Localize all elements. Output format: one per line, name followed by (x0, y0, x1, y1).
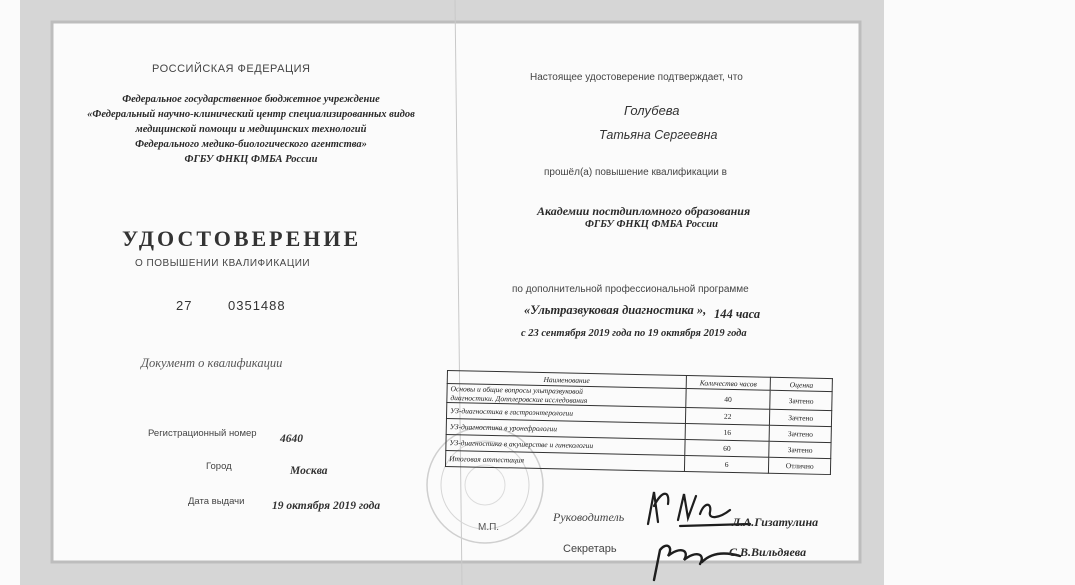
subject-hours: 16 (685, 423, 770, 441)
column-header-hours: Количество часов (686, 376, 771, 391)
holder-surname: Голубева (624, 103, 680, 118)
subject-grade: Зачтено (769, 441, 831, 458)
city-value: Москва (290, 465, 328, 477)
holder-name: Татьяна Сергеевна (599, 128, 718, 142)
column-header-grade: Оценка (771, 377, 833, 391)
org-line: «Федеральный научно-клинический центр специализированных видов (87, 109, 415, 120)
registration-number-value: 4640 (280, 433, 303, 445)
organization-name (62, 92, 440, 167)
academy-name: Академии постдипломного образования (537, 204, 751, 218)
program-intro: по дополнительной профессиональной программе (512, 284, 749, 295)
head-label: Руководитель (553, 510, 625, 524)
secretary-label: Секретарь (563, 543, 617, 555)
subjects-table (445, 370, 833, 490)
program-name: «Ультразвуковая диагностика », (524, 303, 707, 317)
document-series: 27 (176, 298, 193, 313)
document-number: 0351488 (228, 298, 286, 313)
issue-date-label: Дата выдачи (188, 496, 245, 507)
subject-name: Итоговая аттестация (445, 450, 684, 471)
subject-name: УЗ-диагностика в уронефрологии (446, 418, 685, 439)
subject-grade: Зачтено (769, 425, 831, 442)
subject-name: УЗ-диагностика в акушерстве и гинекологии (446, 434, 685, 455)
passed-text: прошёл(а) повышение квалификации в (544, 167, 727, 178)
subject-name-line: диагностики. Допплеровские исследования (450, 393, 588, 405)
secretary-signature-icon (640, 536, 750, 585)
document-subtitle: О ПОВЫШЕНИИ КВАЛИФИКАЦИИ (135, 258, 311, 269)
city-label: Город (206, 461, 232, 472)
subject-name-line: Основы и общие вопросы ультразвуковой (450, 384, 583, 396)
org-line: Федеральное государственное бюджетное учреждение (122, 94, 380, 105)
academy-org: ФГБУ ФНКЦ ФМБА России (585, 219, 718, 230)
study-period: с 23 сентября 2019 года по 19 октября 2019 года (521, 328, 747, 339)
subject-grade: Зачтено (770, 409, 832, 426)
subject-hours: 6 (684, 455, 769, 473)
registration-number-label: Регистрационный номер (148, 428, 257, 439)
country-label: РОССИЙСКАЯ ФЕДЕРАЦИЯ (152, 63, 311, 75)
stamp-place-label: М.П. (478, 522, 500, 533)
intro-text: Настоящее удостоверение подтверждает, что (530, 72, 743, 83)
subject-grade: Отлично (769, 457, 831, 474)
org-line: ФГБУ ФНКЦ ФМБА России (184, 154, 318, 165)
issue-date-value: 19 октября 2019 года (272, 500, 381, 512)
org-line: медицинской помощи и медицинских технологий (135, 124, 367, 135)
subject-grade: Зачтено (770, 390, 832, 410)
org-line: Федерального медико-биологического агентства» (135, 139, 367, 150)
document-title: УДОСТОВЕРЕНИЕ (122, 226, 362, 251)
subject-name: УЗ-диагностика в гастроэнтерологии (446, 403, 685, 424)
secretary-name: С.В.Вильдяева (729, 545, 807, 559)
subject-hours: 22 (685, 408, 770, 426)
subject-hours: 40 (685, 389, 770, 410)
document-type: Документ о квалификации (141, 356, 283, 370)
subject-hours: 60 (684, 439, 769, 457)
column-header-name: Наименование (447, 371, 686, 389)
program-hours: 144 часа (714, 307, 761, 321)
head-name: Л.А.Гизатулина (732, 515, 819, 529)
